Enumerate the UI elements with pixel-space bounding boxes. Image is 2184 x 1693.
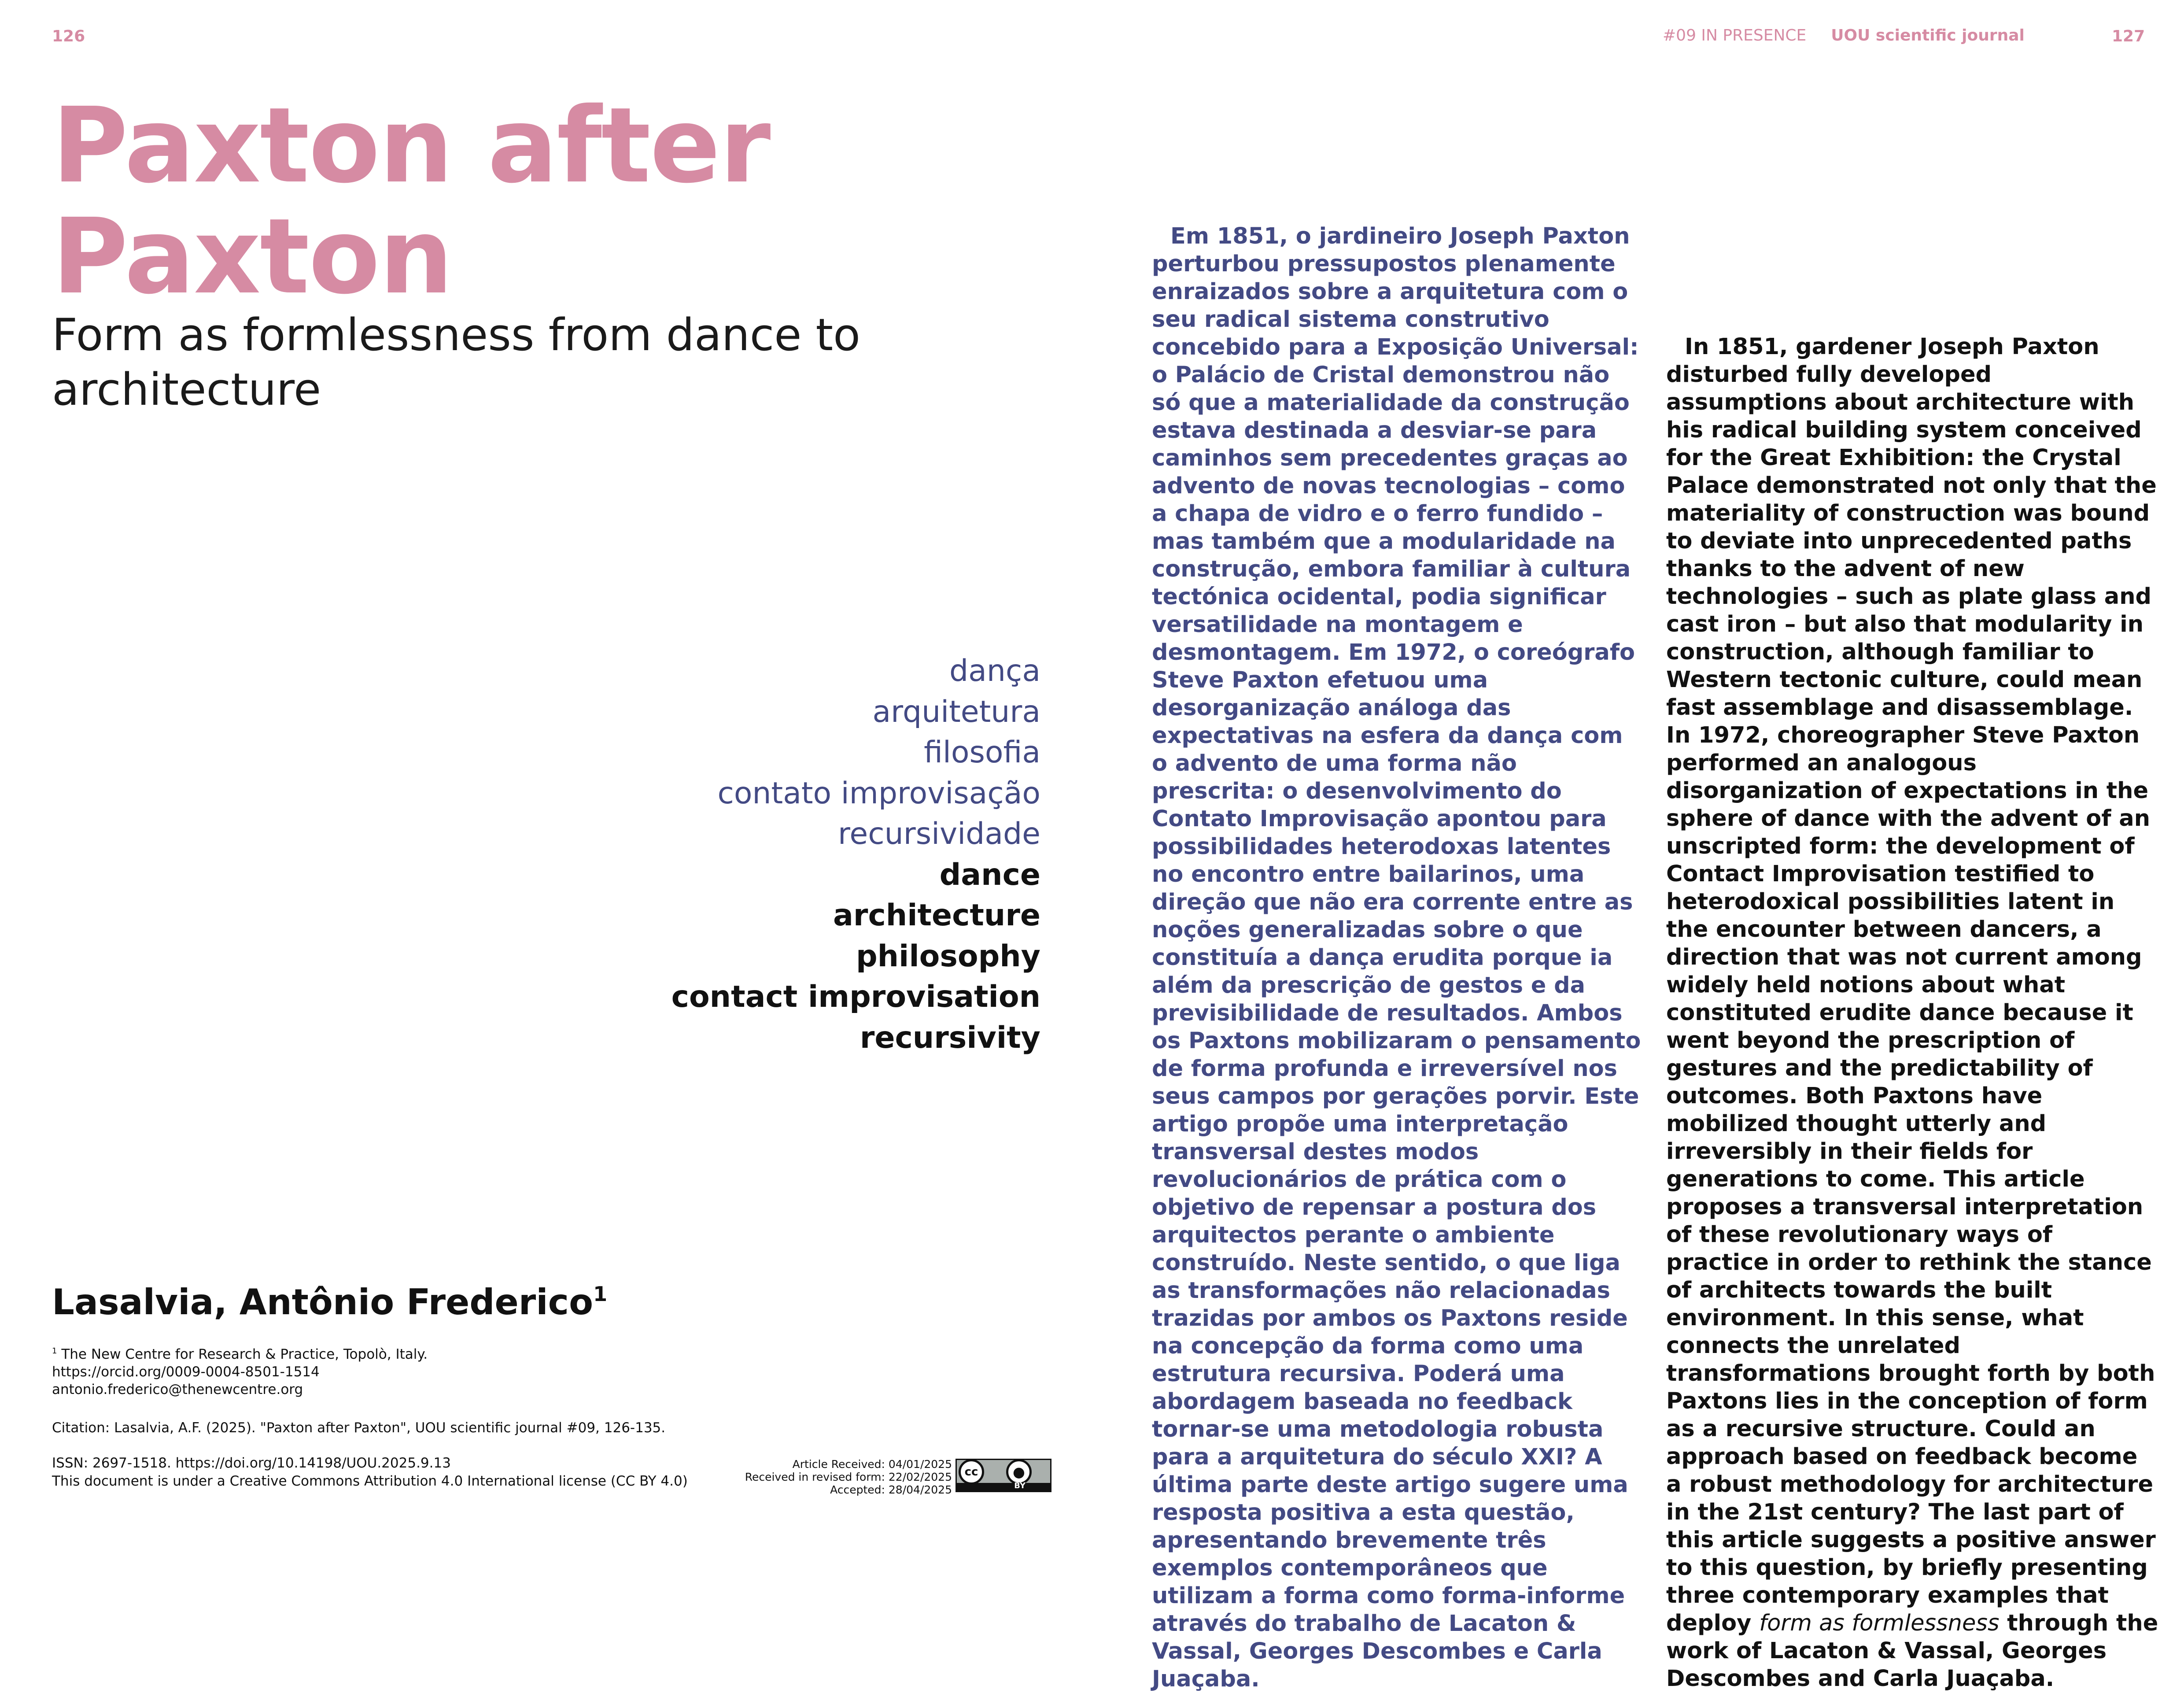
affiliation-footnote-mark: 1	[52, 1346, 57, 1356]
keyword-en: contact improvisation	[671, 980, 1040, 1014]
author-footnote-mark: 1	[593, 1282, 608, 1306]
date-received: Article Received: 04/01/2025	[792, 1458, 952, 1471]
publication-info	[52, 1454, 688, 1490]
cc-by-license-badge[interactable]	[956, 1459, 1051, 1492]
author-name	[52, 1282, 607, 1323]
license-statement: This document is under a Creative Commons Attribution 4.0 International license (CC BY 4.0)	[52, 1473, 688, 1489]
keyword-en: recursivity	[860, 1020, 1040, 1055]
date-revised: Received in revised form: 22/02/2025	[745, 1471, 952, 1483]
keyword-en: architecture	[833, 898, 1040, 933]
abstract-en-italic: form as formlessness	[1759, 1610, 2000, 1636]
abstract-english	[1666, 333, 2159, 1693]
author-name-text: Lasalvia, Antônio Frederico	[52, 1282, 594, 1323]
affiliation-text: The New Centre for Research & Practice, Topolò, Italy.	[61, 1346, 428, 1362]
issn-doi[interactable]: ISSN: 2697-1518. https://doi.org/10.14198/UOU.2025.9.13	[52, 1455, 451, 1471]
date-accepted: Accepted: 28/04/2025	[830, 1483, 952, 1496]
abstract-en-text-2: through the work of Lacaton & Vassal, Georges Descombes and Carla Juaçaba.	[1666, 1610, 2158, 1692]
keywords-list	[671, 651, 1040, 1058]
title-line-2: Paxton	[52, 196, 453, 317]
keyword-en: dance	[939, 857, 1040, 892]
keyword-pt: dança	[949, 654, 1040, 688]
cc-icon: cc	[959, 1459, 984, 1485]
article-subtitle: Form as formlessness from dance to architecture	[52, 309, 860, 415]
keyword-en: philosophy	[856, 939, 1040, 974]
affiliation	[52, 1342, 428, 1363]
author-details	[52, 1342, 428, 1398]
right-page-number: 127	[2112, 27, 2145, 45]
issue-label: #09 IN PRESENCE	[1663, 26, 1807, 44]
abstract-pt-text: Em 1851, o jardineiro Joseph Paxton perturbou pressupostos plenamente enraizados sobre a arquitetura com o seu radical sistema construtivo concebido para a Exposição Universal: o Palácio de Cristal demonstrou não só que a materialidade da construção estava destinada a desviar-se para caminhos sem precedentes graças ao advento de novas tecnologias – como a chapa de vidro e o ferro fundido – mas também que a modularidade na construção, embora familiar à cultura tectónica ocidental, podia significar versatilidade na montagem e desmontagem. Em 1972, o coreógrafo Steve Paxton efetuou uma desorganização análoga das expectativas na esfera da dança com o advento de uma forma não prescrita: o desenvolvimento do Contato Improvisação apontou para possibilidades heterodoxas latentes no encontro entre bailarinos, uma direção que não era corrente entre as noções generalizadas sobre o que constituía a dança erudita porque ia além da prescrição de gestos e da previsibilidade de resultados. Ambos os Paxtons mobilizaram o pensamento de forma profunda e irreversível nos seus campos por gerações porvir. Este artigo propõe uma interpretação transversal destes modos revolucionários de prática com o objetivo de repensar a postura dos arquitectos perante o ambiente construído. Neste sentido, o que liga as transformações não relacionadas trazidas por ambos os Paxtons reside na concepção da forma como uma estrutura recursiva. Poderá uma abordagem baseada no feedback tornar-se uma metodologia robusta para a arquitetura do século XXI? A última parte deste artigo sugere uma resposta positiva a esta questão, apresentando brevemente três exemplos contemporâneos que utilizam a forma como forma-informe através do trabalho de Lacaton & Vassal, Georges Descombes e Carla Juaçaba.	[1152, 223, 1641, 1692]
citation: Citation: Lasalvia, A.F. (2025). "Paxton after Paxton", UOU scientific journal #09, 126-135.	[52, 1420, 666, 1436]
abstract-en-text-1: In 1851, gardener Joseph Paxton disturbed fully developed assumptions about architecture with his radical building system conceived for the Great Exhibition: the Crystal Palace demonstrated not only that the materiality of construction was bound to deviate into unprecedented paths thanks to the advent of new technologies – such as plate glass and cast iron – but also that modularity in construction, although familiar to Western tectonic culture, could mean fast assemblage and disassemblage. In 1972, choreographer Steve Paxton performed an analogous disorganization of expectations in the sphere of dance with the advent of an unscripted form: the development of Contact Improvisation testified to heterodoxical possibilities latent in the encounter between dancers, a direction that was not current among widely held notions about what constituted erudite dance because it went beyond the prescription of gestures and the predictability of outcomes. Both Paxtons have mobilized thought utterly and irreversibly in their fields for generations to come. This article proposes a transversal interpretation of these revolutionary ways of practice in order to rethink the stance of architects towards the built environment. In this sense, what connects the unrelated transformations brought forth by both Paxtons lies in the conception of form as a recursive structure. Could an approach based on feedback become a robust methodology for architecture in the 21st century? The last part of this article suggests a positive answer to this question, by briefly presenting three contemporary examples that deploy	[1666, 334, 2157, 1636]
journal-label: UOU scientific journal	[1831, 26, 2025, 44]
running-header	[1663, 26, 2025, 44]
orcid-link[interactable]: https://orcid.org/0009-0004-8501-1514	[52, 1364, 320, 1380]
keyword-pt: arquitetura	[872, 694, 1040, 729]
keyword-pt: recursividade	[837, 817, 1040, 851]
attribution-person-icon: ●	[1006, 1459, 1032, 1485]
abstract-portuguese	[1152, 222, 1645, 1693]
article-dates	[745, 1458, 952, 1496]
left-page-number: 126	[52, 27, 85, 45]
by-label: BY	[1014, 1481, 1026, 1490]
article-title	[52, 85, 845, 317]
keyword-pt: filosofia	[924, 735, 1040, 770]
author-email[interactable]: antonio.frederico@thenewcentre.org	[52, 1382, 303, 1397]
keyword-pt: contato improvisação	[717, 776, 1040, 811]
title-line-1: Paxton after	[52, 85, 770, 206]
